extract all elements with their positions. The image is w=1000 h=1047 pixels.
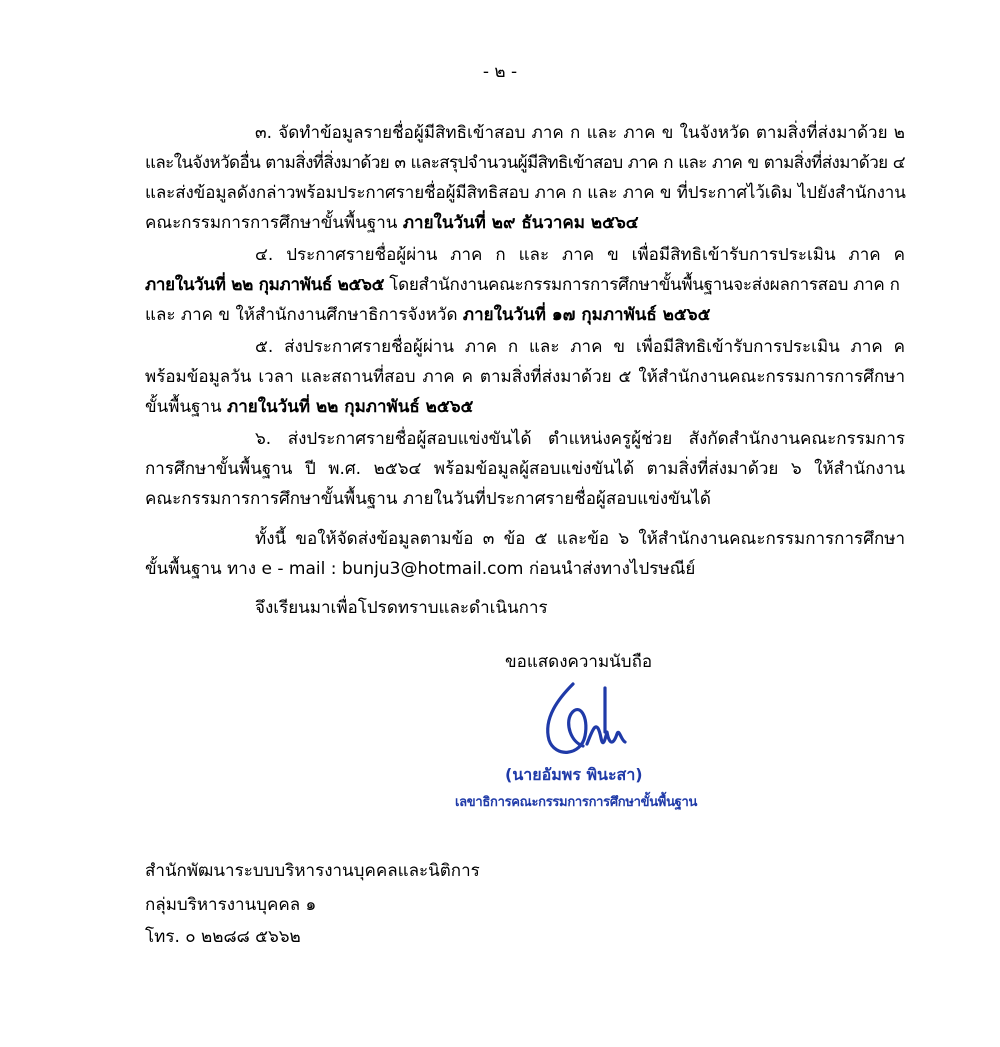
item4-line2	[145, 270, 905, 300]
signer-name: (นายอัมพร พินะสา)	[505, 765, 643, 784]
item6-line1: ๖. ส่งประกาศรายชื่อผู้สอบแข่งขันได้ ตำแหน่งครูผู้ช่วย สังกัดสำนักงานคณะกรรมการ	[255, 429, 905, 449]
item3-line2: และในจังหวัดอื่น ตามสิ่งที่สิ่งมาด้วย ๓ และสรุปจำนวนผู้มีสิทธิเข้าสอบ ภาค ก และ ภาค ข ตามสิ่งที่ส่งมาด้วย ๔	[145, 153, 905, 173]
item5-line1: ๕. ส่งประกาศรายชื่อผู้ผ่าน ภาค ก และ ภาค ข เพื่อมีสิทธิเข้ารับการประเมิน ภาค ค	[255, 337, 905, 357]
signer-position: เลขาธิการคณะกรรมการการศึกษาขั้นพื้นฐาน	[455, 795, 698, 810]
page-number: - ๒ -	[482, 62, 518, 82]
request-line2-text: ขั้นพื้นฐาน ทาง e - mail :	[145, 559, 342, 579]
item4-line3	[145, 300, 905, 330]
request-line1: ทั้งนี้ ขอให้จัดส่งข้อมูลตามข้อ ๓ ข้อ ๕ และข้อ ๖ ให้สำนักงานคณะกรรมการการศึกษา	[255, 529, 905, 549]
item3-line4-text: คณะกรรมการการศึกษาขั้นพื้นฐาน	[145, 213, 403, 233]
item5-line2: พร้อมข้อมูลวัน เวลา และสถานที่สอบ ภาค ค ตามสิ่งที่ส่งมาด้วย ๕ ให้สำนักงานคณะกรรมการการศึกษา	[145, 367, 905, 387]
item5-line3	[145, 392, 905, 422]
item6-line3: คณะกรรมการการศึกษาขั้นพื้นฐาน ภายในวันที่ประกาศรายชื่อผู้สอบแข่งขันได้	[145, 489, 711, 509]
item3-line4	[145, 208, 905, 238]
item3-line3: และส่งข้อมูลดังกล่าวพร้อมประกาศรายชื่อผู้มีสิทธิสอบ ภาค ก และ ภาค ข ที่ประกาศไว้เดิม ไปยังสำนักงาน	[145, 183, 906, 203]
item4-deadline-announce: ภายในวันที่ ๒๒ กุมภาพันธ์ ๒๕๖๕	[145, 275, 385, 295]
email-address: bunju3@hotmail.com	[341, 559, 524, 579]
closing-phrase: ขอแสดงความนับถือ	[505, 652, 653, 672]
item5-deadline: ภายในวันที่ ๒๒ กุมภาพันธ์ ๒๕๖๕	[227, 397, 474, 417]
item4-line1: ๔. ประกาศรายชื่อผู้ผ่าน ภาค ก และ ภาค ข เพื่อมีสิทธิเข้ารับการประเมิน ภาค ค	[255, 245, 905, 265]
office-group: กลุ่มบริหารงานบุคคล ๑	[145, 895, 317, 915]
item6-line2: การศึกษาขั้นพื้นฐาน ปี พ.ศ. ๒๕๖๔ พร้อมข้อมูลผู้สอบแข่งขันได้ ตามสิ่งที่ส่งมาด้วย ๖ ให้สำนักงาน	[145, 459, 905, 479]
request-line2-tail: ก่อนนำส่งทางไปรษณีย์	[523, 559, 696, 579]
office-phone: โทร. ๐ ๒๒๘๘ ๕๖๖๒	[145, 927, 301, 947]
conclusion: จึงเรียนมาเพื่อโปรดทราบและดำเนินการ	[255, 598, 548, 618]
item3-deadline: ภายในวันที่ ๒๙ ธันวาคม ๒๕๖๔	[402, 213, 639, 233]
item4-line2-text: โดยสำนักงานคณะกรรมการการศึกษาขั้นพื้นฐานจะส่งผลการสอบ ภาค ก	[384, 275, 900, 295]
request-line2	[145, 554, 905, 584]
item5-line3-text: ขั้นพื้นฐาน	[145, 397, 228, 417]
item4-line3-text: และ ภาค ข ให้สำนักงานศึกษาธิการจังหวัด	[145, 305, 463, 325]
signature-image	[535, 680, 655, 760]
item4-deadline-send: ภายในวันที่ ๑๗ กุมภาพันธ์ ๒๕๖๕	[462, 305, 711, 325]
office-name: สำนักพัฒนาระบบบริหารงานบุคคลและนิติการ	[145, 861, 480, 881]
item3-line1: ๓. จัดทำข้อมูลรายชื่อผู้มีสิทธิเข้าสอบ ภาค ก และ ภาค ข ในจังหวัด ตามสิ่งที่ส่งมาด้วย ๒	[255, 123, 905, 143]
